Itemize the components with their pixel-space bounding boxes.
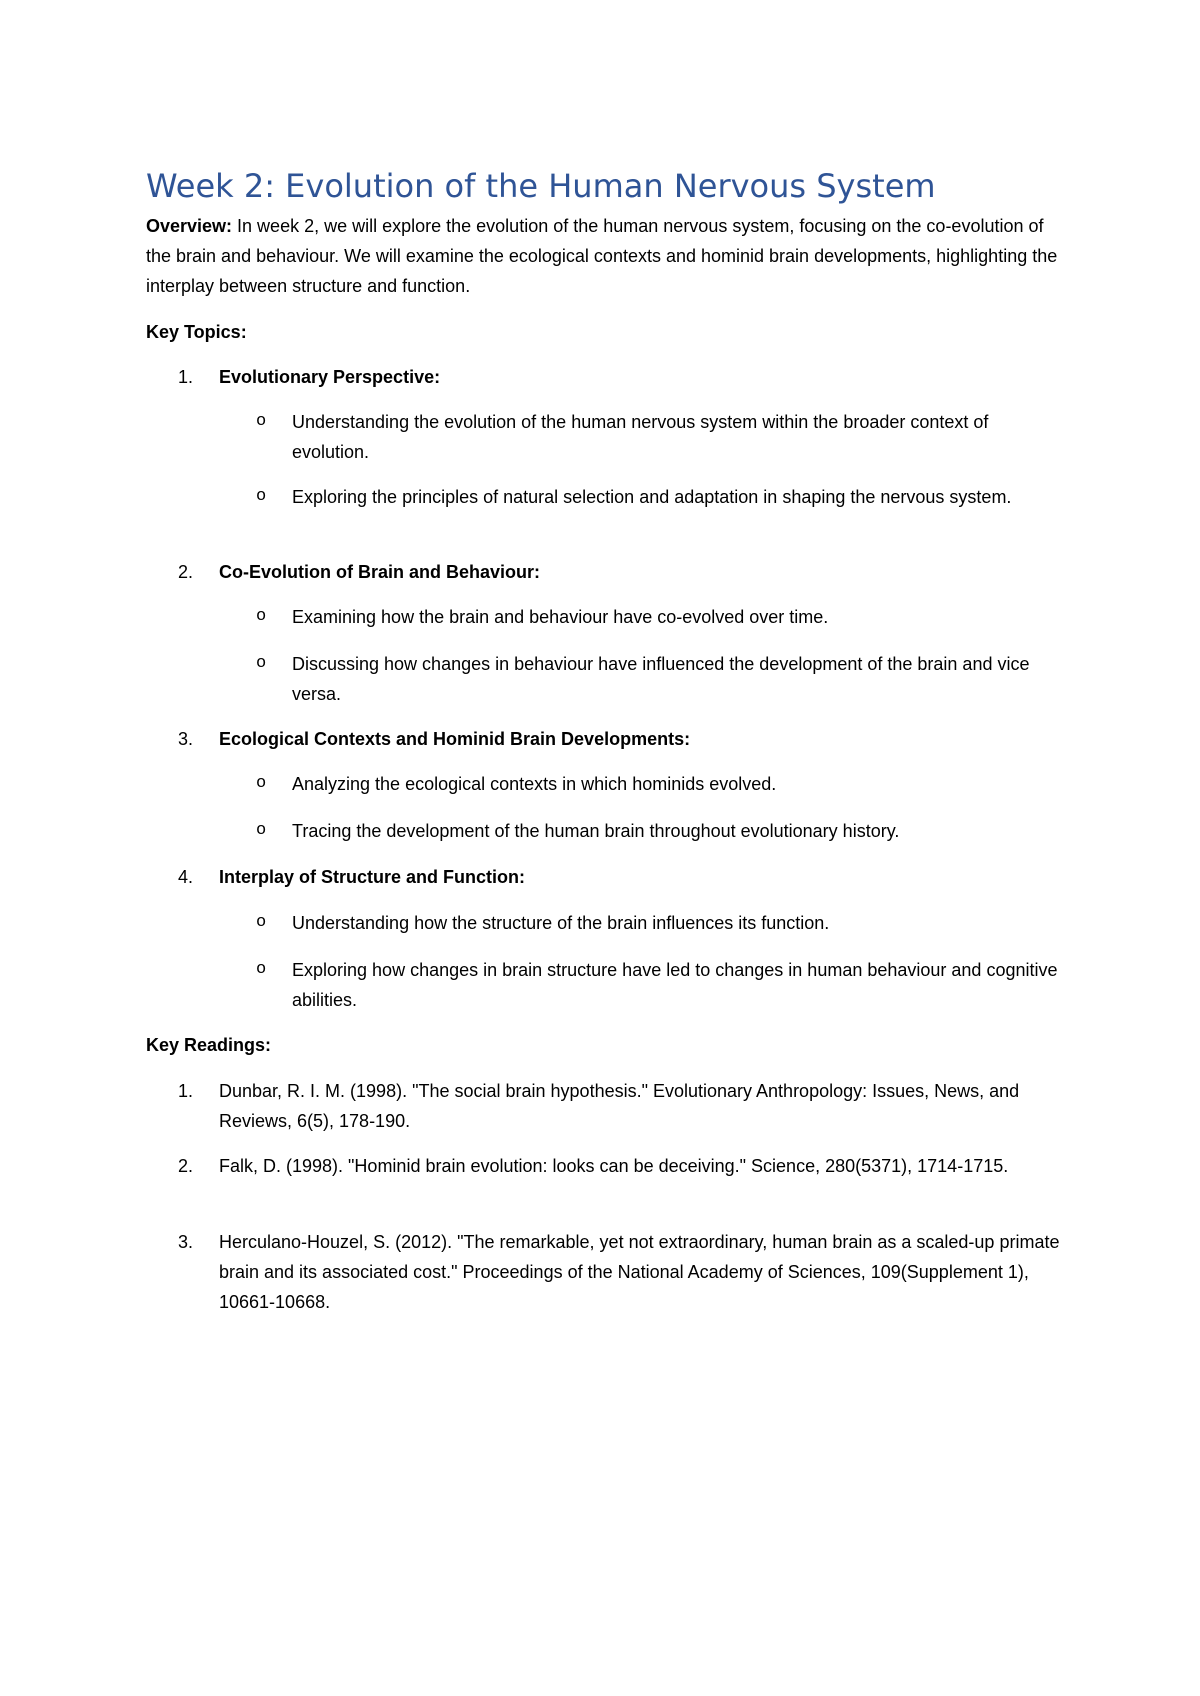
reading-number: 1. (178, 1081, 194, 1101)
topic-number: 4. (178, 867, 194, 887)
bullet-marker: o (256, 607, 267, 626)
topic-bullet (256, 602, 1066, 632)
key-readings-heading: Key Readings: (146, 1035, 272, 1055)
topic-bullet (256, 955, 1066, 1015)
bullet-marker: o (256, 960, 267, 979)
topic-title: Interplay of Structure and Function: (219, 867, 526, 887)
bullet-marker: o (256, 412, 267, 431)
topic-title: Evolutionary Perspective: (219, 367, 441, 387)
topic-bullet (256, 482, 1066, 512)
bullet-text: Exploring how changes in brain structure have led to changes in human behaviour and cognitive abilities. (292, 960, 1058, 1010)
reading-item (178, 1076, 1066, 1136)
bullet-text: Understanding how the structure of the brain influences its function. (292, 913, 830, 933)
bullet-text: Examining how the brain and behaviour have co-evolved over time. (292, 607, 829, 627)
topic-bullet (256, 407, 1066, 467)
overview-text: In week 2, we will explore the evolution of the human nervous system, focusing on the co-evolution of the brain and behaviour. We will examine the ecological contexts and hominid brain developments, highlighting the interplay between structure and function. (146, 216, 1058, 296)
topic-bullet (256, 816, 1066, 846)
reading-number: 2. (178, 1156, 194, 1176)
bullet-text: Tracing the development of the human brain throughout evolutionary history. (292, 821, 900, 841)
topic-item (178, 362, 440, 392)
overview-label: Overview: (146, 216, 233, 236)
topic-item (178, 557, 540, 587)
bullet-text: Exploring the principles of natural selection and adaptation in shaping the nervous system. (292, 487, 1012, 507)
topic-bullet (256, 649, 1066, 709)
bullet-marker: o (256, 487, 267, 506)
topic-bullet (256, 769, 1066, 799)
bullet-marker: o (256, 913, 267, 932)
topic-number: 1. (178, 367, 194, 387)
reading-text: Falk, D. (1998). "Hominid brain evolution: looks can be deceiving." Science, 280(5371), 1714-1715. (219, 1156, 1009, 1176)
topic-item (178, 724, 690, 754)
bullet-marker: o (256, 821, 267, 840)
topic-number: 3. (178, 729, 194, 749)
page-title: Week 2: Evolution of the Human Nervous System (146, 167, 936, 205)
bullet-marker: o (256, 654, 267, 673)
topic-item (178, 862, 525, 892)
key-topics-heading: Key Topics: (146, 322, 247, 342)
topic-bullet (256, 908, 1066, 938)
reading-text: Dunbar, R. I. M. (1998). "The social brain hypothesis." Evolutionary Anthropology: Issues, News, and Reviews, 6(5), 178-190. (219, 1081, 1020, 1131)
bullet-text: Discussing how changes in behaviour have influenced the development of the brain and vice versa. (292, 654, 1030, 704)
topic-number: 2. (178, 562, 194, 582)
topic-title: Co-Evolution of Brain and Behaviour: (219, 562, 541, 582)
bullet-text: Analyzing the ecological contexts in which hominids evolved. (292, 774, 777, 794)
reading-text: Herculano-Houzel, S. (2012). "The remarkable, yet not extraordinary, human brain as a scaled-up primate brain and its associated cost." Proceedings of the National Academy of Sciences, 109(Supplement 1), 10661-10668. (219, 1232, 1060, 1312)
reading-item (178, 1151, 1066, 1181)
bullet-marker: o (256, 774, 267, 793)
reading-item (178, 1227, 1066, 1317)
topic-title: Ecological Contexts and Hominid Brain Developments: (219, 729, 691, 749)
overview-paragraph (146, 211, 1066, 301)
reading-number: 3. (178, 1232, 194, 1252)
bullet-text: Understanding the evolution of the human nervous system within the broader context of evolution. (292, 412, 989, 462)
